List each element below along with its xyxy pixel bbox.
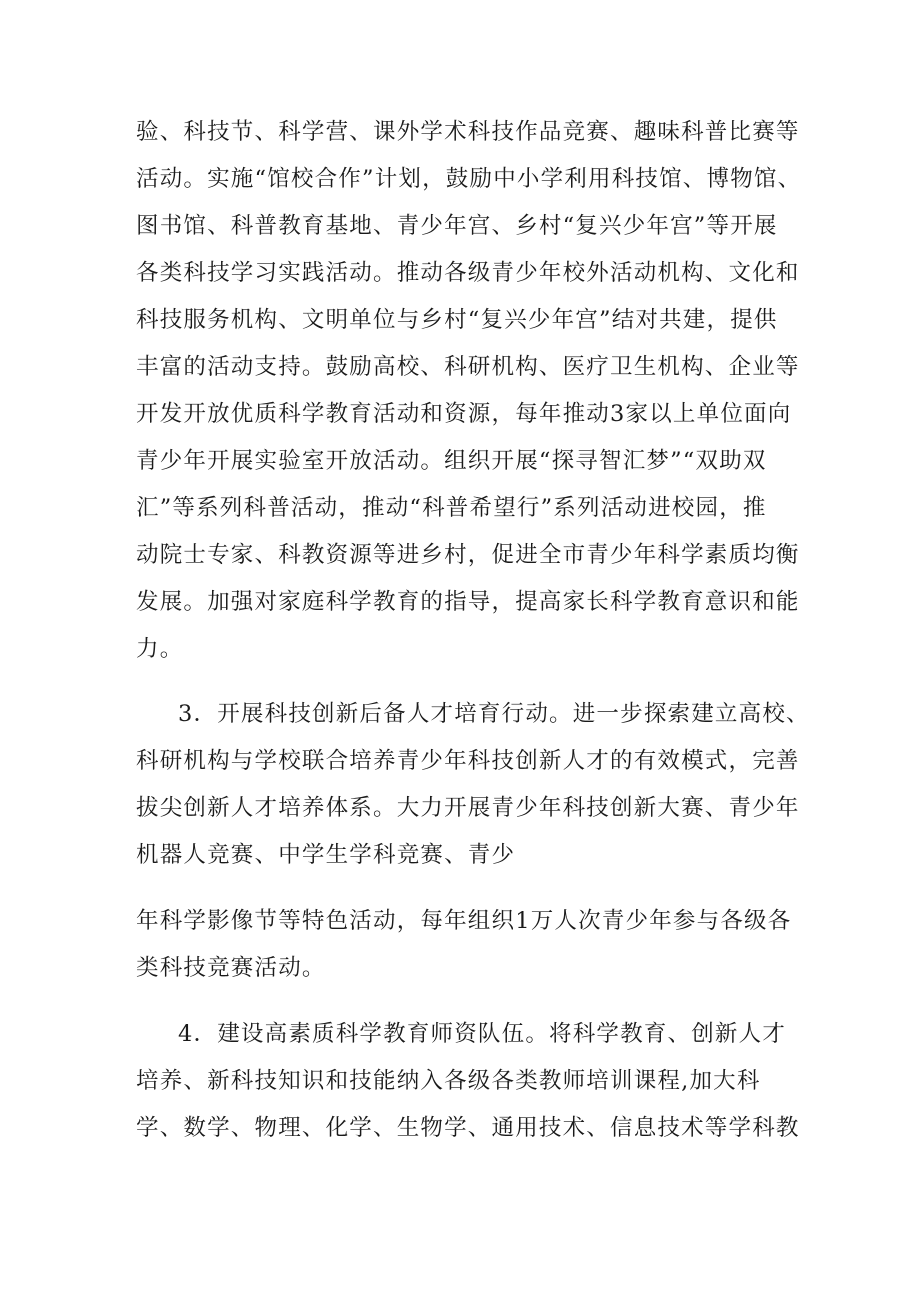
text-line-18: 类科技竞赛活动。: [136, 955, 326, 981]
text-line-17: 年科学影像节等特色活动，每年组织1万人次青少年参与各级各: [136, 908, 792, 934]
text-line-5: 科技服务机构、文明单位与乡村“复兴少年宫”结对共建，提供: [136, 307, 778, 333]
text-line-4: 各类科技学习实践活动。推动各级青少年校外活动机构、文化和: [136, 260, 800, 286]
text-line-6: 丰富的活动支持。鼓励高校、科研机构、医疗卫生机构、企业等: [136, 354, 800, 380]
text-line-20: 培养、新科技知识和技能纳入各级各类教师培训课程,加大科: [136, 1068, 761, 1094]
text-line-21: 学、数学、物理、化学、生物学、通用技术、信息技术等学科教: [136, 1115, 800, 1141]
text-line-13: 3．开展科技创新后备人才培育行动。进一步探索建立高校、: [178, 701, 810, 727]
text-line-12: 力。: [136, 636, 184, 662]
text-line-15: 拔尖创新人才培养体系。大力开展青少年科技创新大赛、青少年: [136, 795, 800, 821]
text-line-14: 科研机构与学校联合培养青少年科技创新人才的有效模式，完善: [136, 748, 800, 774]
text-line-10: 动院士专家、科教资源等进乡村，促进全市青少年科学素质均衡: [136, 542, 800, 568]
text-line-8: 青少年开展实验室开放活动。组织开展“探寻智汇梦”“双助双: [136, 448, 767, 474]
text-line-16: 机器人竞赛、中学生学科竞赛、青少: [136, 842, 516, 868]
text-line-1: 验、科技节、科学营、课外学术科技作品竞赛、趣味科普比赛等: [136, 119, 800, 145]
text-line-19: 4．建设高素质科学教育师资队伍。将科学教育、创新人才: [178, 1021, 787, 1047]
text-line-3: 图书馆、科普教育基地、青少年宫、乡村“复兴少年宫”等开展: [136, 213, 778, 239]
text-line-9: 汇”等系列科普活动，推动“科普希望行”系列活动进校园，推: [136, 495, 767, 521]
text-line-11: 发展。加强对家庭科学教育的指导，提高家长科学教育意识和能: [136, 589, 800, 615]
text-line-7: 开发开放优质科学教育活动和资源，每年推动3家以上单位面向: [136, 401, 792, 427]
text-line-2: 活动。实施“馆校合作”计划，鼓励中小学利用科技馆、博物馆、: [136, 166, 802, 192]
